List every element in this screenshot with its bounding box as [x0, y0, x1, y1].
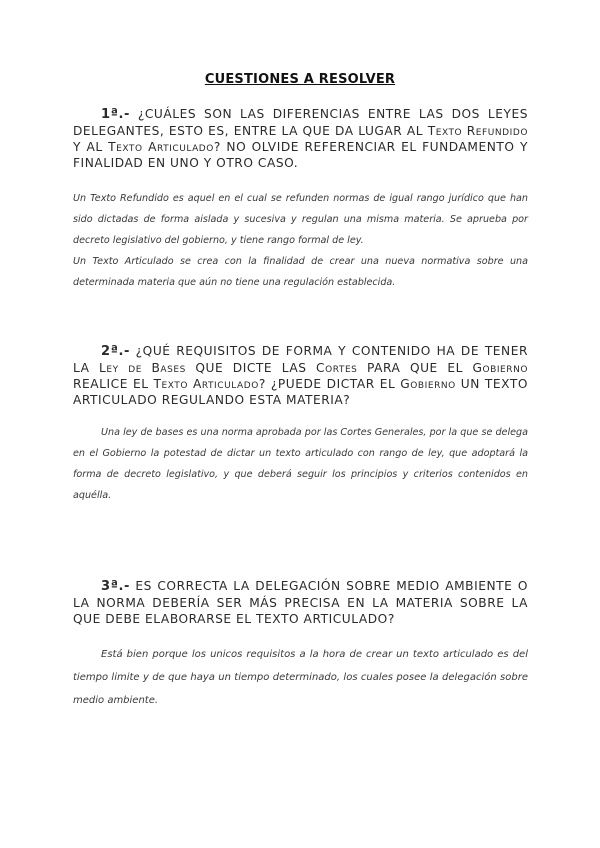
answer-2-paragraph-1: Una ley de bases es una norma aprobada por las Cortes Generales, por la que se delega en el Gobierno la potestad de dictar un texto articulado con rango de ley, que adoptará la forma de decreto legislativo, y que deberá seguir los principios y criterios contenidos en aquélla. — [73, 427, 528, 501]
question-3 — [73, 578, 528, 627]
answer-2 — [73, 422, 528, 506]
question-2 — [73, 343, 528, 408]
answer-3 — [73, 643, 528, 712]
document-title: CUESTIONES A RESOLVER — [204, 72, 396, 87]
answer-1-paragraph-1: Un Texto Refundido es aquel en el cual se refunden normas de igual rango jurídico que han sido dictadas de forma aislada y sucesiva y regulan una misma materia. Se aprueba por decreto legislativo del gobierno, y tiene rango formal de ley. — [73, 193, 528, 246]
answer-1-paragraph-2: Un Texto Articulado se crea con la finalidad de crear una nueva normativa sobre una determinada materia que aún no tiene una regulación establecida. — [73, 256, 528, 288]
question-3-text: ES CORRECTA LA DELEGACIÓN SOBRE MEDIO AMBIENTE O LA NORMA DEBERÍA SER MÁS PRECISA EN LA MATERIA SOBRE LA QUE DEBE ELABORARSE EL TEXTO ARTICULADO? — [73, 579, 528, 626]
question-2-text: ¿QUÉ REQUISITOS DE FORMA Y CONTENIDO HA DE TENER LA Ley de Bases QUE DICTE LAS Cortes PARA QUE EL Gobierno REALICE EL Texto Articulado? ¿PUEDE DICTAR EL Gobierno UN TEXTO ARTICULADO REGULANDO ESTA MATERIA? — [73, 344, 528, 407]
answer-1 — [73, 188, 528, 293]
question-3-number: 3ª.- — [101, 579, 130, 594]
question-1-number: 1ª.- — [101, 107, 130, 122]
question-1 — [73, 106, 528, 171]
question-1-text: ¿CUÁLES SON LAS DIFERENCIAS ENTRE LAS DOS LEYES DELEGANTES, ESTO ES, ENTRE LA QUE DA LUGAR AL Texto Refundido Y AL Texto Articulado? NO OLVIDE REFERENCIAR EL FUNDAMENTO Y FINALIDAD EN UNO Y OTRO CASO. — [73, 107, 528, 170]
question-2-number: 2ª.- — [101, 344, 130, 359]
answer-3-paragraph-1: Está bien porque los unicos requisitos a la hora de crear un texto articulado es del tiempo limite y de que haya un tiempo determinado, los cuales posee la delegación sobre medio ambiente. — [73, 649, 528, 706]
